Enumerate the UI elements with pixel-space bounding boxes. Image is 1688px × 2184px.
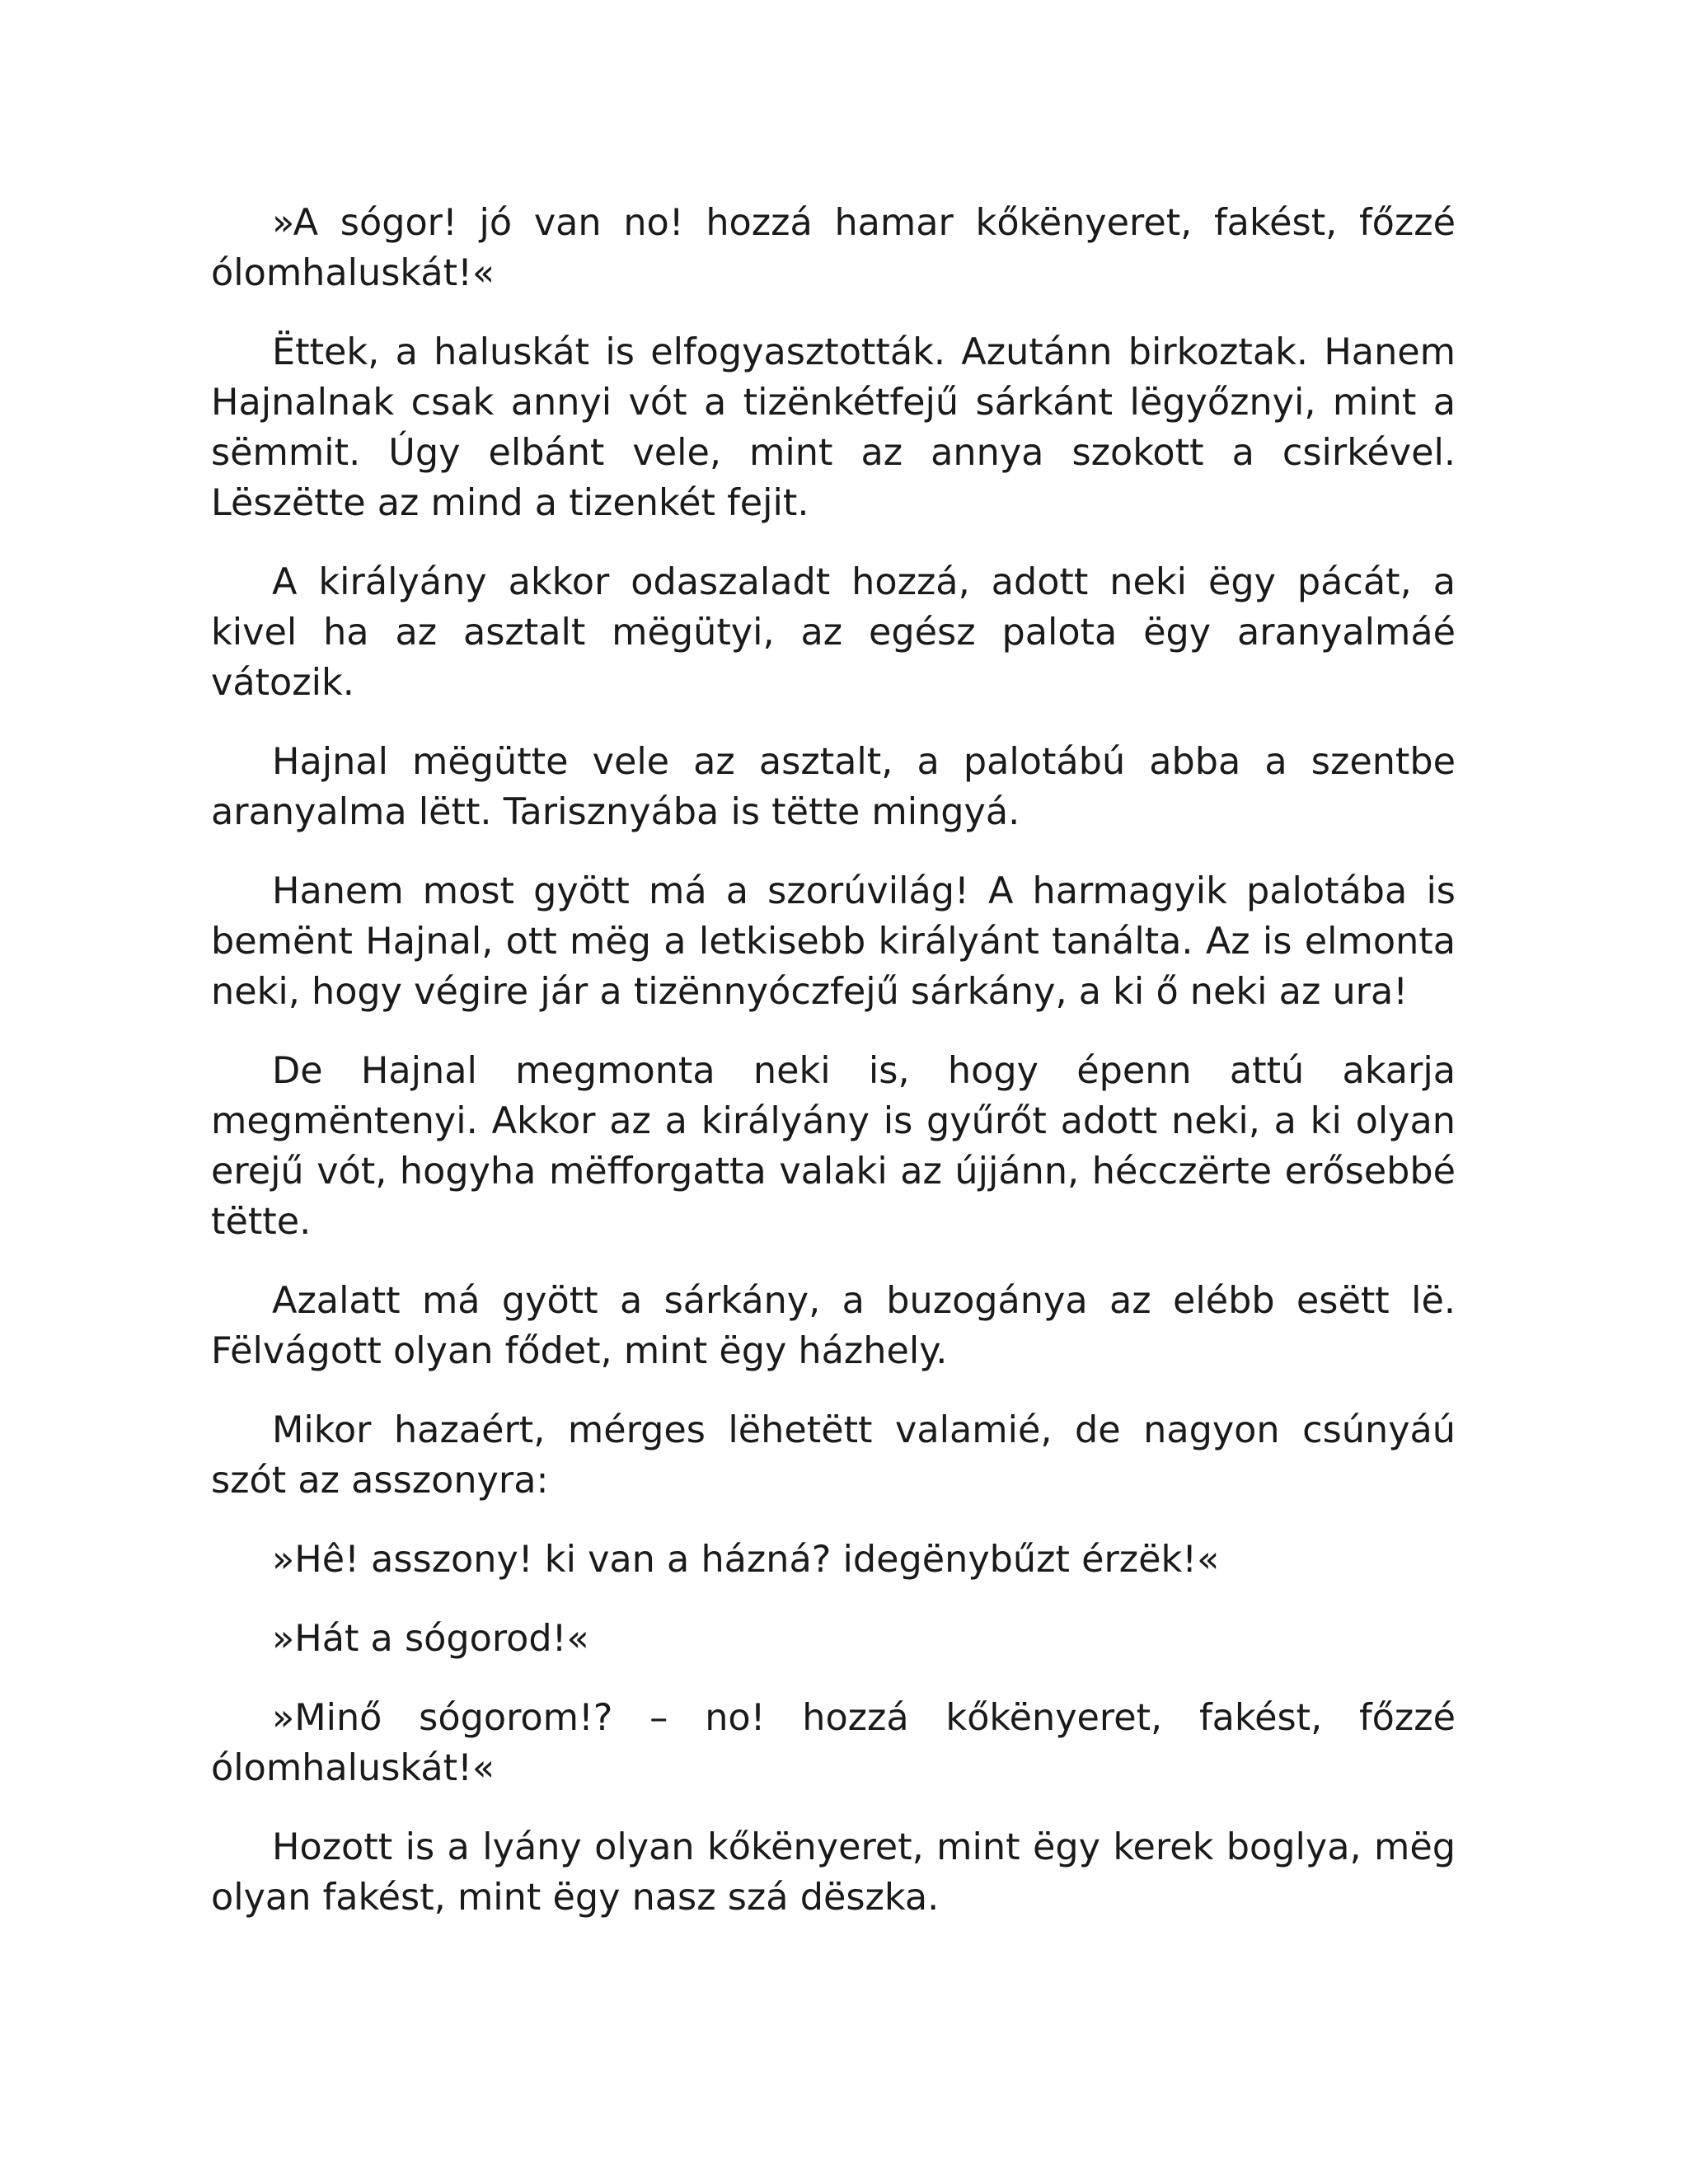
paragraph-6: De Hajnal megmonta neki is, hogy épenn attú akarja megmëntenyi. Akkor az a királyány is gyűrőt adott neki, a ki olyan erejű vót, hogyha mëfforgatta valaki az újjánn, hécczërte erősebbé tëtte.	[211, 1050, 1456, 1243]
paragraph-11: »Minő sógorom!? – no! hozzá kőkënyeret, fakést, főzzé ólomhaluskát!«	[211, 1697, 1456, 1789]
paragraph-1: »A sógor! jó van no! hozzá hamar kőkënyeret, fakést, főzzé ólomhaluskát!«	[211, 202, 1456, 294]
paragraph-4: Hajnal mëgütte vele az asztalt, a palotábú abba a szentbe aranyalma lëtt. Tarisznyába is tëtte mingyá.	[211, 741, 1456, 833]
document-page	[211, 198, 1456, 1952]
paragraph-8: Mikor hazaért, mérges lëhetëtt valamié, de nagyon csúnyáú szót az asszonyra:	[211, 1409, 1456, 1502]
paragraph-5: Hanem most gyött má a szorúvilág! A harmagyik palotába is bemënt Hajnal, ott mëg a letkisebb királyánt tanálta. Az is elmonta neki, hogy végire jár a tizënnyóczfejű sárkány, a ki ő neki az ura!	[211, 870, 1456, 1013]
paragraph-3: A királyány akkor odaszaladt hozzá, adott neki ëgy pácát, a kivel ha az asztalt mëgütyi, az egész palota ëgy aranyalmáé vátozik.	[211, 561, 1456, 704]
paragraph-2: Ëttek, a haluskát is elfogyasztották. Azutánn birkoztak. Hanem Hajnalnak csak annyi vót a tizënkétfejű sárkánt lëgyőznyi, mint a sëmmit. Úgy elbánt vele, mint az annya szokott a csirkével. Lëszëtte az mind a tizenkét fejit.	[211, 331, 1456, 524]
paragraph-7: Azalatt má gyött a sárkány, a buzogánya az elébb esëtt lë. Fëlvágott olyan fődet, mint ëgy házhely.	[211, 1280, 1456, 1372]
paragraph-10: »Hát a sógorod!«	[272, 1618, 589, 1660]
paragraph-9: »Hê! asszony! ki van a házná? idegënybűzt érzëk!«	[272, 1539, 1220, 1581]
paragraph-12: Hozott is a lyány olyan kőkënyeret, mint ëgy kerek boglya, mëg olyan fakést, mint ëgy nasz szá dëszka.	[211, 1826, 1456, 1919]
